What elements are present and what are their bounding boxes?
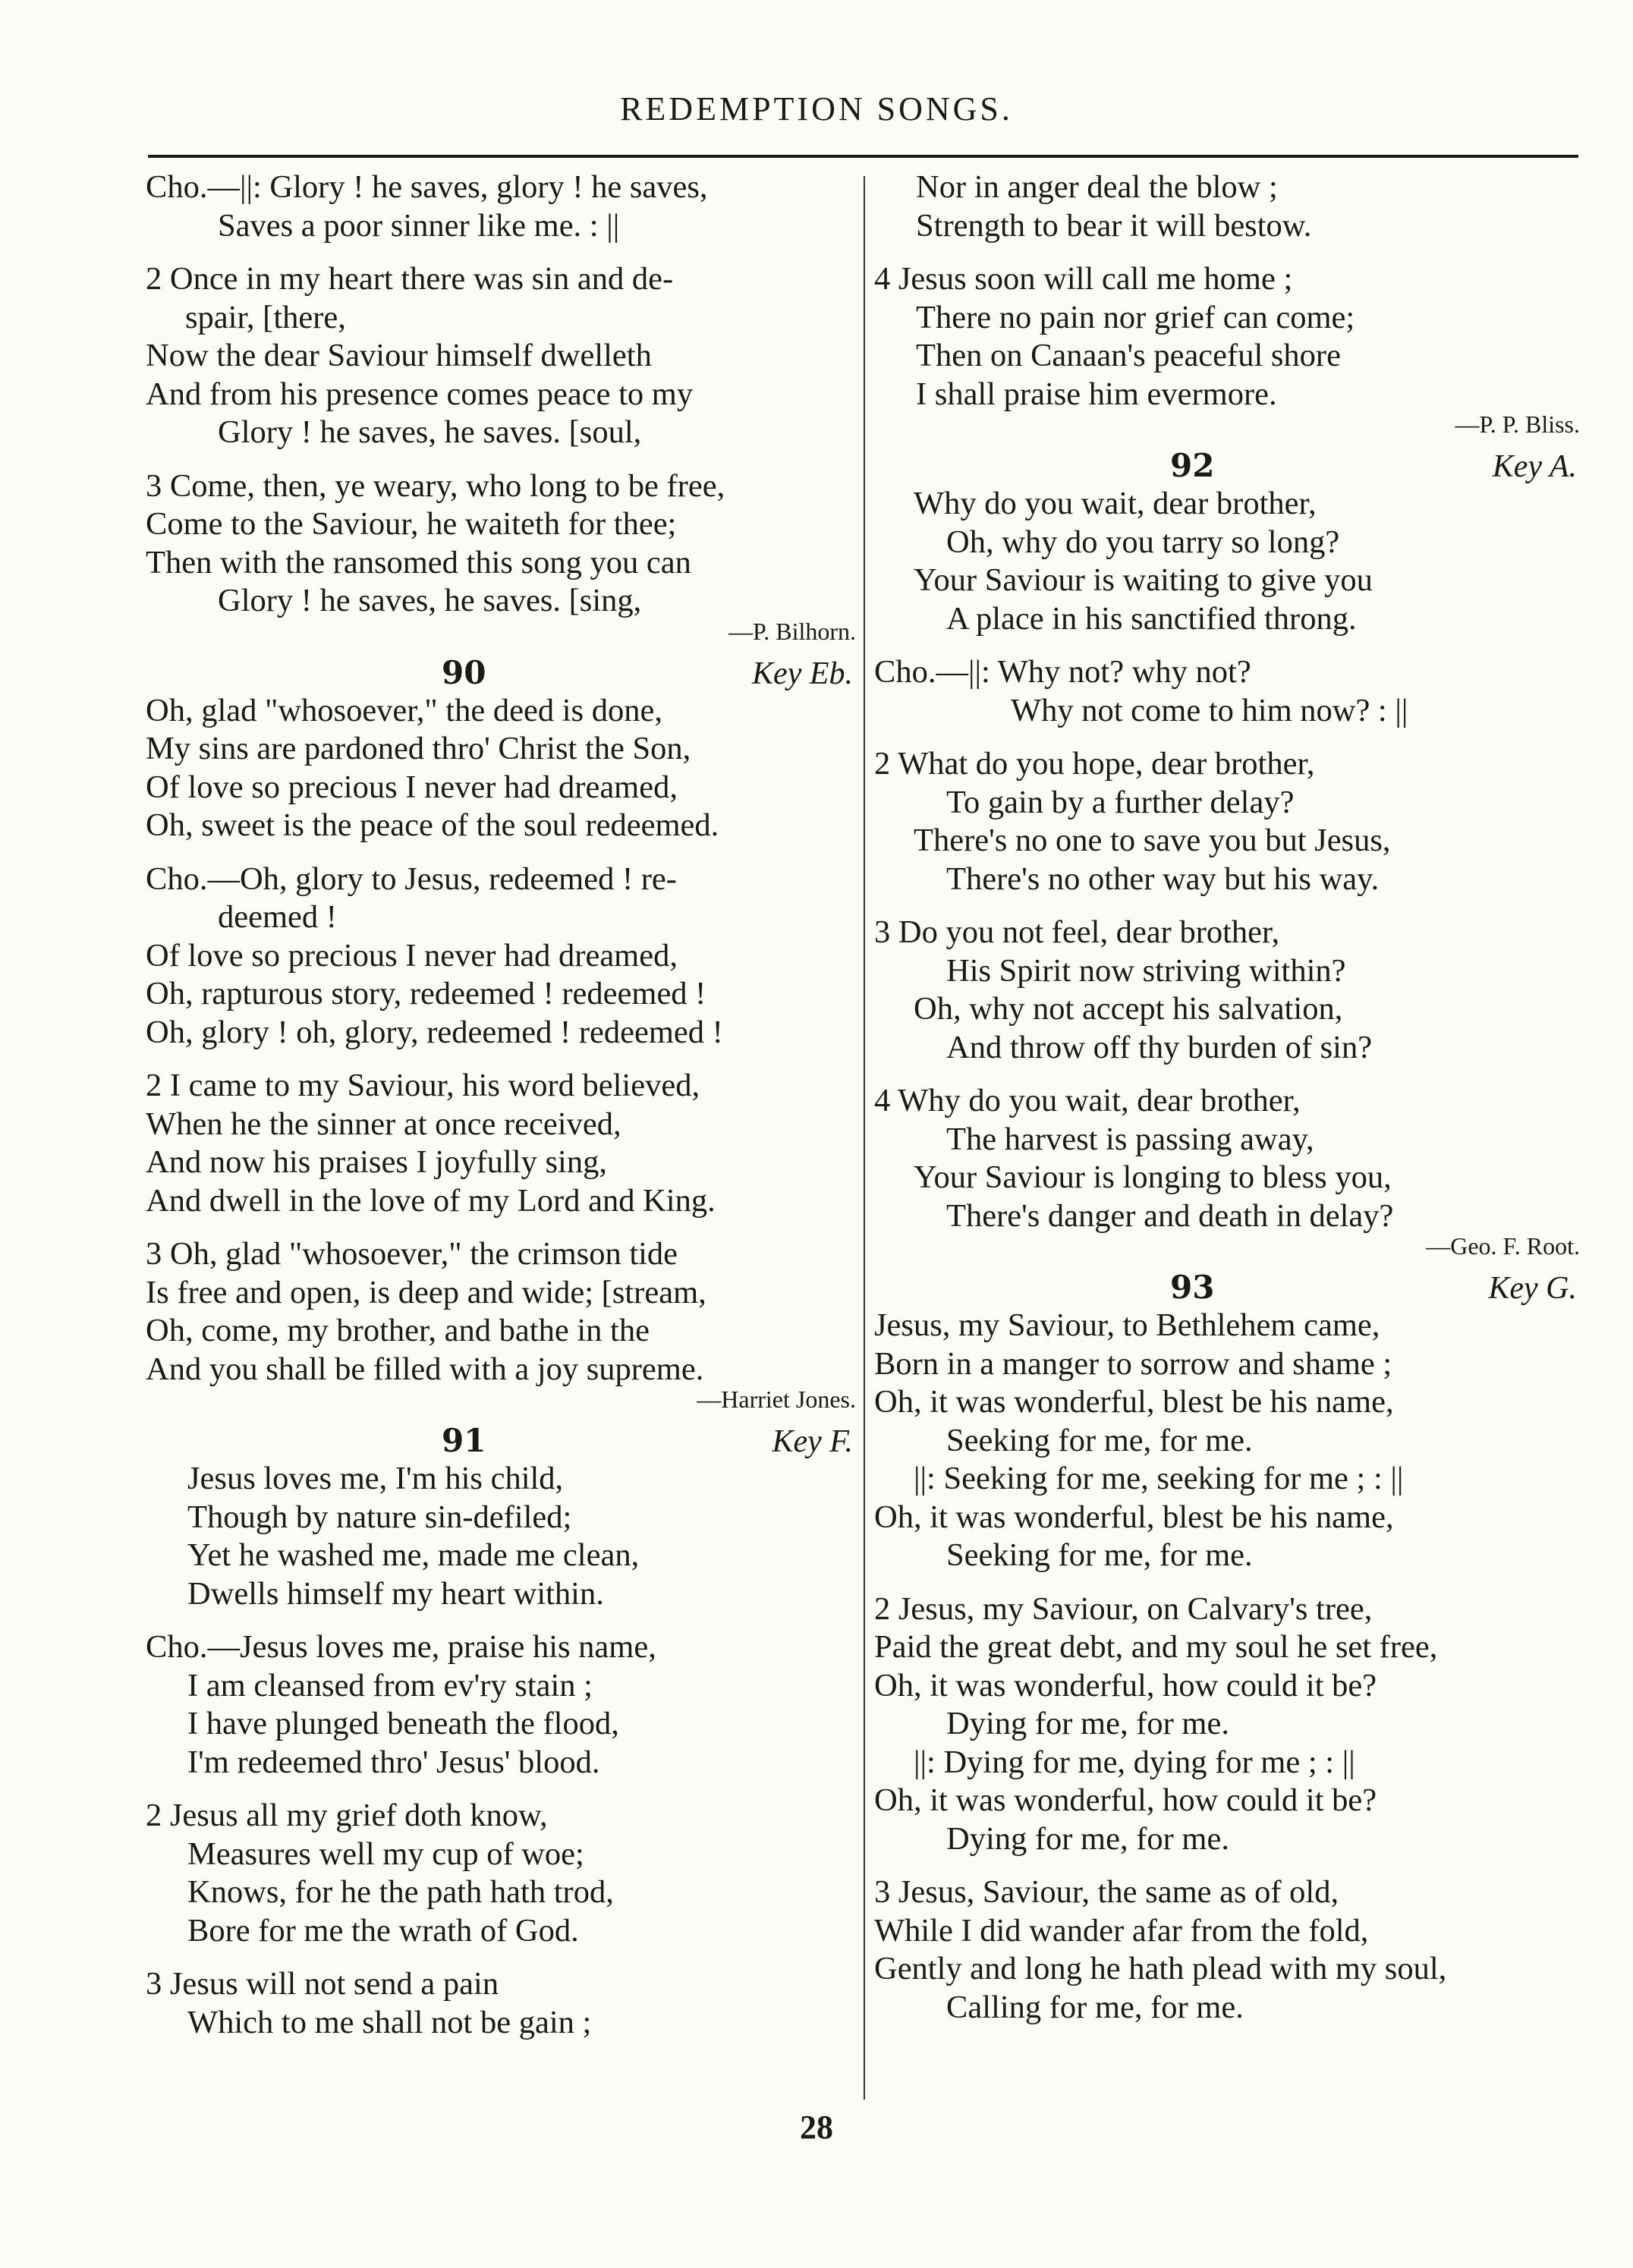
hymn-number: 91: [442, 1422, 486, 1459]
lyric-line: ||: Seeking for me, seeking for me ; : ||: [914, 1461, 1404, 1496]
lyric-line: Is free and open, is deep and wide; [stream,: [146, 1274, 706, 1310]
page-number: 28: [800, 2109, 833, 2146]
lyric-line: Your Saviour is waiting to give you: [914, 562, 1373, 598]
hymn-key: Key G.: [1488, 1271, 1577, 1306]
lyric-line: 3 Jesus will not send a pain: [146, 1966, 499, 2002]
hymn-91-verse-1: [146, 1460, 856, 1613]
hymn-91-heading: [146, 1422, 856, 1460]
lyric-line: I have plunged beneath the flood,: [187, 1706, 619, 1741]
column-divider: [864, 176, 865, 2100]
lyric-line: To gain by a further delay?: [946, 784, 1295, 820]
hymn-91-verse-3: [146, 1965, 856, 2042]
hymn-93-verse-1: [874, 1307, 1580, 1575]
lyric-line: Oh, come, my brother, and bathe in the: [146, 1313, 650, 1348]
lyric-line: 2 I came to my Saviour, his word believed,: [146, 1068, 700, 1103]
lyric-line: Which to me shall not be gain ;: [187, 2004, 592, 2040]
hymn-93-heading: [874, 1269, 1580, 1307]
lyric-line: Of love so precious I never had dreamed,: [146, 937, 678, 974]
lyric-line: Oh, why do you tarry so long?: [946, 524, 1340, 560]
lyric-line: While I did wander afar from the fold,: [874, 1912, 1369, 1949]
hymn-89-verse-2: [146, 260, 856, 452]
lyric-line: Strength to bear it will bestow.: [916, 207, 1312, 244]
hymn-key: Key A.: [1492, 449, 1577, 484]
lyric-line: Cho.—||: Glory ! he saves, glory ! he saves,: [146, 169, 708, 205]
lyric-line: Nor in anger deal the blow ;: [916, 169, 1278, 205]
hymn-90-verse-3: [146, 1235, 856, 1389]
lyric-line: 2 Once in my heart there was sin and de-: [146, 261, 674, 297]
lyric-line: Then with the ransomed this song you can: [146, 544, 691, 580]
lyric-line: Born in a manger to sorrow and shame ;: [874, 1345, 1392, 1382]
lyric-line: And now his praises I joyfully sing,: [146, 1144, 607, 1180]
lyric-line: When he the sinner at once received,: [146, 1106, 621, 1142]
hymn-90-heading: [146, 654, 856, 692]
lyric-line: 4 Jesus soon will call me home ;: [874, 261, 1293, 297]
lyric-line: There's no other way but his way.: [946, 860, 1380, 897]
hymn-key: Key F.: [772, 1424, 853, 1459]
lyric-line: Jesus loves me, I'm his child,: [187, 1461, 564, 1496]
lyric-line: Saves a poor sinner like me. : ||: [218, 207, 620, 244]
author-attribution: —Harriet Jones.: [697, 1386, 856, 1413]
lyric-line: Now the dear Saviour himself dwelleth: [146, 338, 652, 373]
author-attribution: —Geo. F. Root.: [1426, 1232, 1580, 1260]
lyric-line: Yet he washed me, made me clean,: [187, 1537, 640, 1573]
lyric-line: Why not come to him now? : ||: [1011, 692, 1408, 728]
lyric-line: 3 Oh, glad "whosoever," the crimson tide: [146, 1236, 678, 1272]
lyric-line: Bore for me the wrath of God.: [187, 1912, 579, 1949]
lyric-line: 3 Do you not feel, dear brother,: [874, 914, 1280, 950]
lyric-line: Oh, it was wonderful, blest be his name,: [874, 1384, 1394, 1420]
lyric-line: 2 Jesus, my Saviour, on Calvary's tree,: [874, 1590, 1373, 1627]
lyric-line: Of love so precious I never had dreamed,: [146, 769, 678, 805]
lyric-line: And dwell in the love of my Lord and King.: [146, 1182, 716, 1219]
lyric-line: Seeking for me, for me.: [946, 1422, 1253, 1458]
hymn-89-chorus: [146, 168, 856, 245]
author-attribution: —P. Bilhorn.: [728, 617, 856, 645]
hymn-90-verse-2: [146, 1067, 856, 1220]
lyric-line: Oh, it was wonderful, how could it be?: [874, 1667, 1377, 1703]
lyric-line: There's no one to save you but Jesus,: [914, 823, 1391, 858]
lyric-line: I'm redeemed thro' Jesus' blood.: [187, 1744, 600, 1780]
lyric-line: Seeking for me, for me.: [946, 1537, 1253, 1573]
lyric-line: Come to the Saviour, he waiteth for thee;: [146, 506, 677, 542]
lyric-line: Then on Canaan's peaceful shore: [916, 338, 1341, 373]
lyric-line: There's danger and death in delay?: [946, 1197, 1394, 1234]
lyric-line: There no pain nor grief can come;: [916, 299, 1355, 335]
lyric-line: Oh, glad "whosoever," the deed is done,: [146, 692, 662, 728]
lyric-line: I am cleansed from ev'ry stain ;: [187, 1667, 593, 1703]
hymn-92-heading: [874, 447, 1580, 485]
hymn-91-chorus: [146, 1628, 856, 1782]
hymn-92-verse-3: [874, 914, 1580, 1067]
hymn-93-verse-3: [874, 1873, 1580, 2027]
hymn-90-chorus: [146, 860, 856, 1052]
lyric-line: And you shall be filled with a joy supreme.: [146, 1351, 704, 1387]
lyric-line: My sins are pardoned thro' Christ the Son,: [146, 731, 691, 766]
hymn-number: 90: [442, 653, 486, 691]
lyric-line: And from his presence comes peace to my: [146, 376, 694, 412]
lyric-line: Gently and long he hath plead with my soul,: [874, 1951, 1447, 1986]
lyric-line: ||: Dying for me, dying for me ; : ||: [914, 1744, 1355, 1780]
lyric-line: A place in his sanctified throng.: [946, 600, 1357, 637]
lyric-line: Why do you wait, dear brother,: [914, 486, 1317, 521]
lyric-line: And throw off thy burden of sin?: [946, 1029, 1373, 1065]
author-attribution: —P. P. Bliss.: [1455, 411, 1580, 438]
lyric-line: Your Saviour is longing to bless you,: [914, 1159, 1392, 1195]
lyric-line: Oh, sweet is the peace of the soul redeemed.: [146, 807, 719, 843]
hymn-92-chorus: [874, 653, 1580, 730]
lyric-line: Calling for me, for me.: [946, 1989, 1244, 2025]
hymn-92-verse-4: [874, 1082, 1580, 1235]
lyric-line: Though by nature sin-defiled;: [187, 1499, 572, 1535]
lyric-line: Dying for me, for me.: [946, 1706, 1229, 1741]
lyric-line: Knows, for he the path hath trod,: [187, 1874, 614, 1910]
hymn-91-verse-3-continued: [874, 168, 1580, 245]
hymn-number: 92: [1170, 447, 1215, 484]
lyric-line: Jesus, my Saviour, to Bethlehem came,: [874, 1307, 1380, 1343]
lyric-line: I shall praise him evermore.: [916, 376, 1277, 412]
lyric-line: Dying for me, for me.: [946, 1820, 1229, 1857]
lyric-line: 3 Come, then, ye weary, who long to be free,: [146, 467, 725, 504]
hymn-key: Key Eb.: [752, 656, 853, 691]
lyric-line: Cho.—||: Why not? why not?: [874, 654, 1251, 690]
lyric-line: Oh, it was wonderful, how could it be?: [874, 1782, 1377, 1818]
lyric-line: Paid the great debt, and my soul he set free,: [874, 1629, 1438, 1665]
lyric-line: deemed !: [218, 899, 337, 935]
lyric-line: Measures well my cup of woe;: [187, 1835, 584, 1872]
left-column: [146, 168, 856, 2057]
lyric-line: Glory ! he saves, he saves. [sing,: [218, 583, 642, 618]
hymn-93-verse-2: [874, 1590, 1580, 1859]
lyric-line: Glory ! he saves, he saves. [soul,: [218, 414, 642, 450]
lyric-line: 2 What do you hope, dear brother,: [874, 746, 1315, 782]
lyric-line: Oh, why not accept his salvation,: [914, 991, 1343, 1027]
header-rule: [148, 155, 1578, 158]
lyric-line: Dwells himself my heart within.: [187, 1575, 604, 1612]
lyric-line: 4 Why do you wait, dear brother,: [874, 1083, 1301, 1118]
lyric-line: 3 Jesus, Saviour, the same as of old,: [874, 1874, 1339, 1910]
hymn-number: 93: [1170, 1269, 1215, 1306]
hymn-91-verse-4: [874, 260, 1580, 414]
lyric-line: Cho.—Oh, glory to Jesus, redeemed ! re-: [146, 860, 677, 897]
hymn-92-verse-2: [874, 745, 1580, 898]
hymn-90-verse-1: [146, 692, 856, 845]
lyric-line: Oh, glory ! oh, glory, redeemed ! redeemed !: [146, 1014, 723, 1050]
hymn-89-verse-3: [146, 467, 856, 621]
lyric-line: Oh, it was wonderful, blest be his name,: [874, 1499, 1394, 1535]
lyric-line: Oh, rapturous story, redeemed ! redeemed !: [146, 976, 706, 1011]
hymn-92-verse-1: [874, 485, 1580, 638]
lyric-line: His Spirit now striving within?: [946, 952, 1346, 989]
lyric-line: The harvest is passing away,: [946, 1121, 1314, 1157]
lyric-line: Cho.—Jesus loves me, praise his name,: [146, 1629, 656, 1665]
running-header: REDEMPTION SONGS.: [620, 90, 1013, 127]
lyric-line: spair, [there,: [185, 299, 346, 335]
hymn-91-verse-2: [146, 1797, 856, 1950]
right-column: [874, 168, 1580, 2042]
lyric-line: 2 Jesus all my grief doth know,: [146, 1798, 548, 1833]
